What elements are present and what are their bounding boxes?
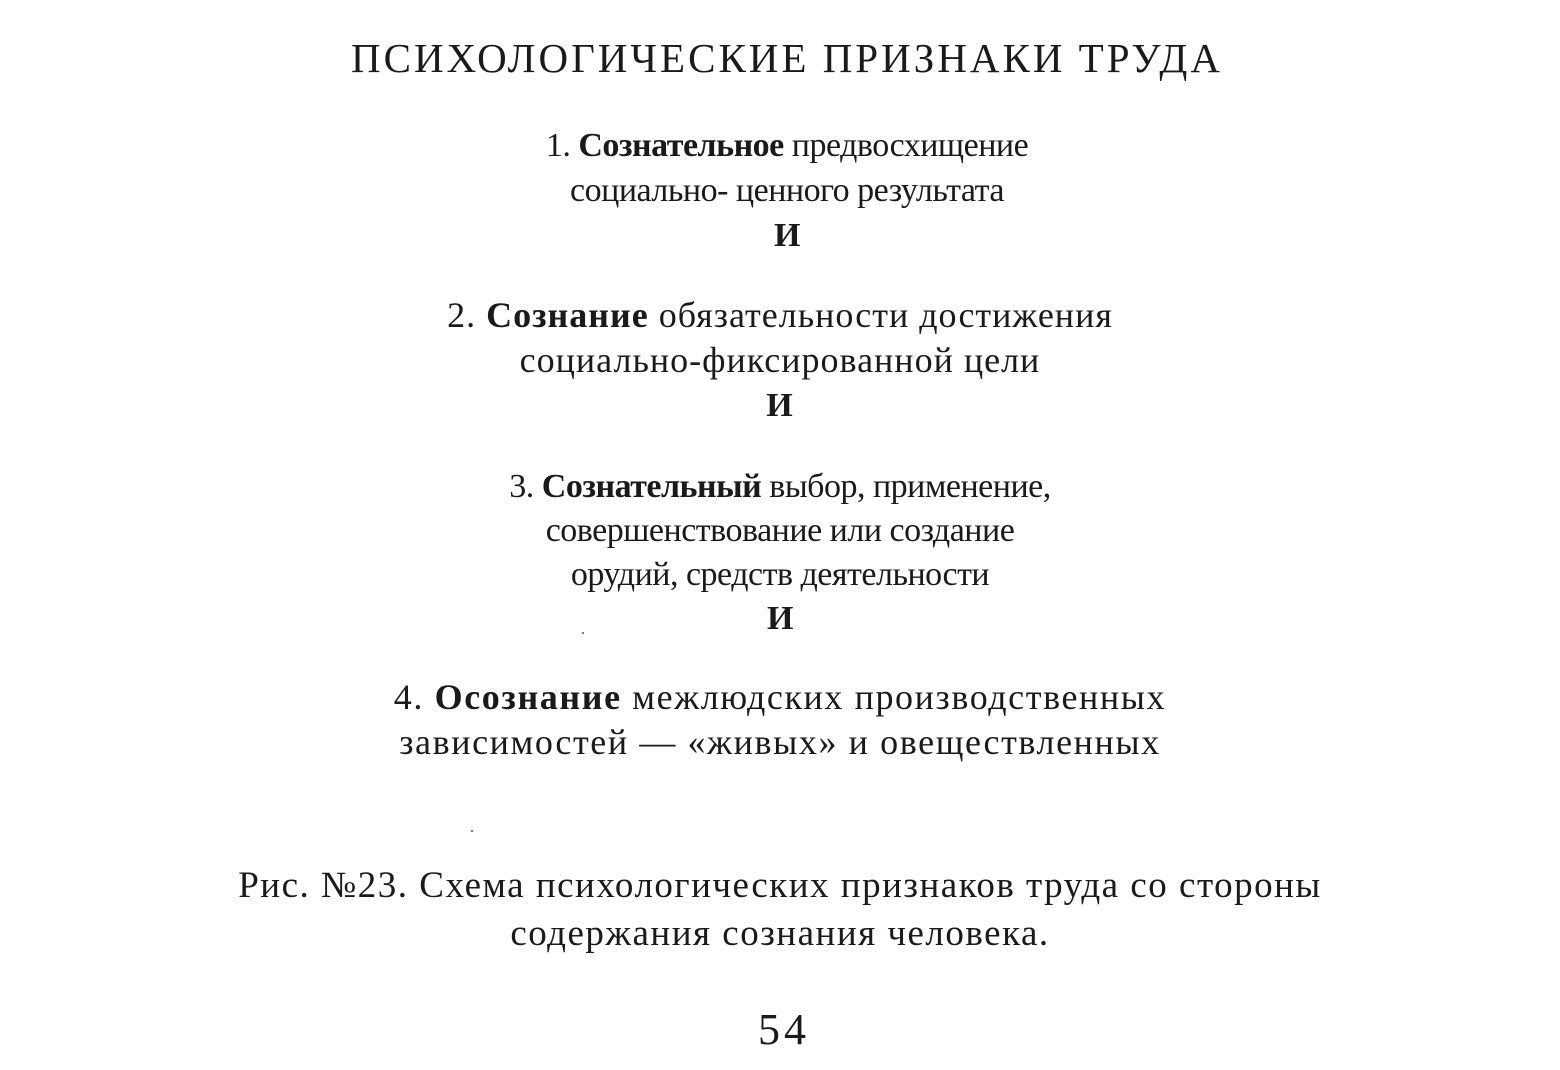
connector-and-2: И	[766, 387, 794, 424]
item-4-number: 4.	[393, 677, 424, 717]
item-1-line-2: социально- ценного результата	[570, 172, 1004, 209]
feature-item-4	[0, 675, 1560, 765]
item-2-number: 2.	[447, 295, 477, 335]
item-4-line-2: зависимостей — «живых» и овеществленных	[399, 722, 1161, 762]
scan-speck	[582, 632, 584, 634]
item-1-number: 1.	[545, 127, 571, 164]
page-title: ПСИХОЛОГИЧЕСКИЕ ПРИЗНАКИ ТРУДА	[351, 35, 1223, 81]
figure-caption	[0, 862, 1560, 958]
item-3-bold-term: Сознательный	[541, 468, 762, 505]
item-3-text: выбор, применение,	[769, 468, 1051, 505]
item-3-number: 3.	[509, 468, 534, 505]
connector-and-3: И	[767, 600, 793, 637]
item-1-first-line	[14, 123, 1560, 168]
item-3-first-line	[0, 465, 1560, 509]
caption-line-1: Рис. №23. Схема психологических признаков труда со стороны	[238, 865, 1322, 906]
item-3-line-3: орудий, средств деятельности	[570, 556, 990, 593]
item-2-bold-term: Сознание	[486, 295, 649, 335]
item-4-text: межлюдских производственных	[632, 677, 1167, 717]
feature-item-1	[0, 123, 1560, 258]
item-3-line-2: совершенствование или создание	[545, 512, 1015, 549]
connector-and-1: И	[774, 217, 800, 254]
item-2-text: обязательности достижения	[658, 295, 1113, 335]
feature-item-2	[0, 293, 1560, 428]
item-4-bold-term: Осознание	[434, 677, 622, 717]
item-4-first-line	[0, 675, 1560, 720]
item-2-line-2: социально-фиксированной цели	[519, 340, 1041, 380]
caption-line-2: содержания сознания человека.	[510, 913, 1050, 954]
item-1-text: предвосхищение	[791, 127, 1029, 164]
scan-speck	[471, 830, 473, 832]
item-1-bold-term: Сознательное	[578, 127, 784, 164]
feature-item-3	[0, 465, 1560, 641]
item-2-first-line	[0, 293, 1560, 338]
page-number: 54	[758, 1005, 810, 1054]
